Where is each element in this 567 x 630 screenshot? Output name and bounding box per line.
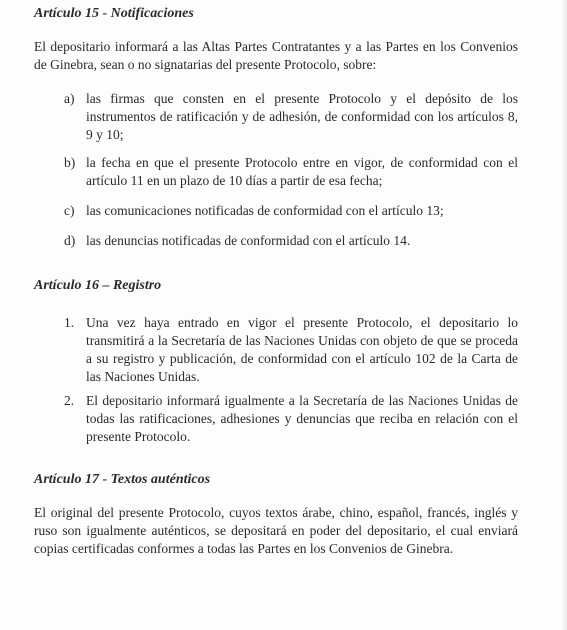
item-text: las firmas que consten en el presente Protocolo y el depósito de los instrumentos de ratificación y de adhesión, de conformidad con los artículos 8, 9 y 10;: [86, 91, 518, 142]
article-15-item-d: [64, 232, 518, 250]
item-text: las comunicaciones notificadas de conformidad con el artículo 13;: [86, 203, 444, 218]
article-15-item-a: [64, 90, 518, 144]
item-marker: d): [64, 233, 76, 248]
article-17-heading: Artículo 17 - Textos auténticos: [34, 472, 211, 487]
article-16-item-2: [64, 392, 518, 446]
item-marker: 2.: [64, 393, 75, 408]
article-16-item-1: [64, 314, 518, 386]
item-marker: c): [64, 203, 75, 218]
item-text: las denuncias notificadas de conformidad con el artículo 14.: [86, 233, 411, 248]
item-text: la fecha en que el presente Protocolo entre en vigor, de conformidad con el artículo 11 en un plazo de 10 días a partir de esa fecha;: [86, 155, 518, 188]
item-marker: b): [64, 155, 76, 170]
article-16-heading: Artículo 16 – Registro: [34, 278, 162, 293]
item-text: Una vez haya entrado en vigor el presente Protocolo, el depositario lo transmitirá a la Secretaría de las Naciones Unidas con objeto de que se proceda a su registro y publicación, de conformidad con el artículo 102 de la Carta de las Naciones Unidas.: [86, 315, 518, 384]
item-text: El depositario informará igualmente a la Secretaría de las Naciones Unidas de todas las ratificaciones, adhesiones y denuncias que reciba en relación con el presente Protocolo.: [86, 393, 518, 444]
article-17-text: El original del presente Protocolo, cuyos textos árabe, chino, español, francés, inglés y ruso son igualmente auténticos, se depositará en poder del depositario, el cual enviará copias certificadas conformes a todas las Partes en los Convenios de Ginebra.: [34, 505, 518, 556]
article-15-heading: Artículo 15 - Notificaciones: [34, 6, 194, 21]
item-marker: 1.: [64, 315, 75, 330]
article-15-item-c: [64, 202, 518, 220]
article-15-intro: El depositario informará a las Altas Partes Contratantes y a las Partes en los Convenios de Ginebra, sean o no signatarias del presente Protocolo, sobre:: [34, 39, 518, 72]
item-marker: a): [64, 91, 75, 106]
article-15-item-b: [64, 154, 518, 190]
page-edge-shadow: [561, 0, 567, 630]
